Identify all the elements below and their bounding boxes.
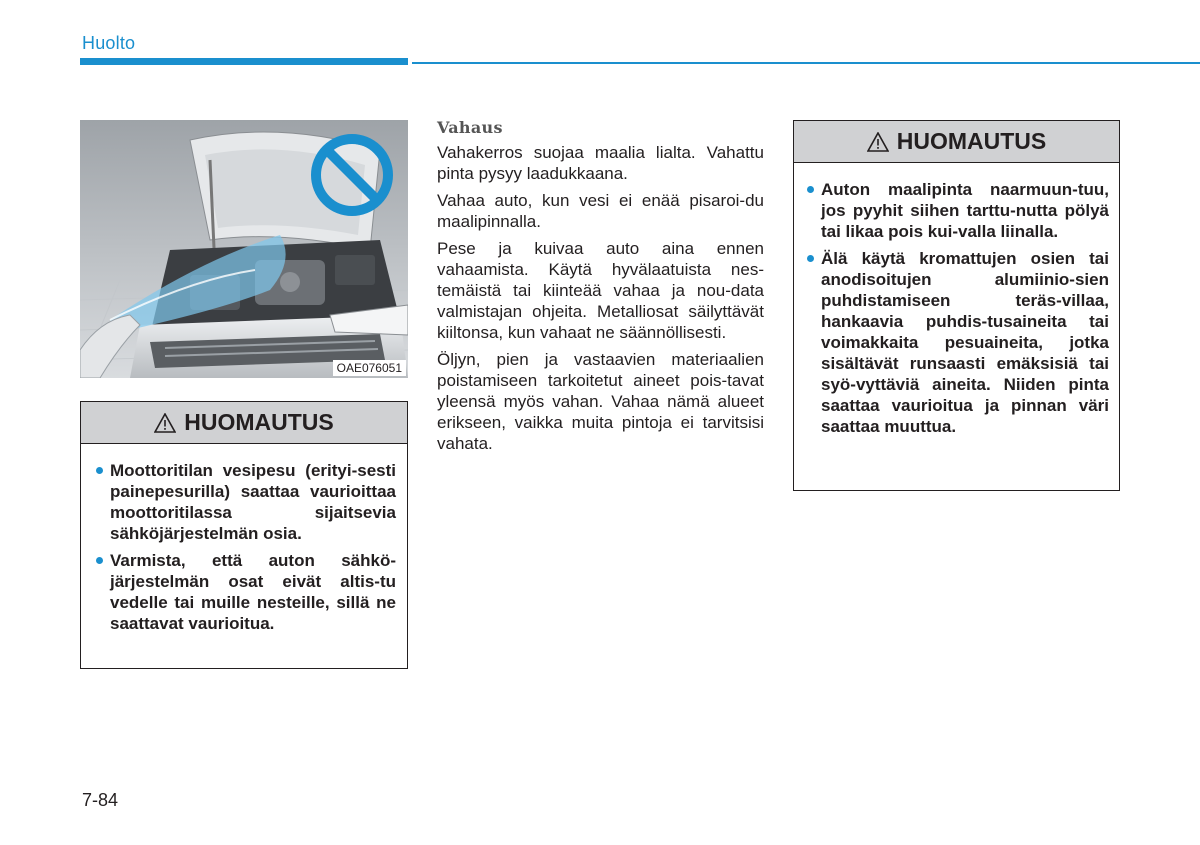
bullet-icon — [807, 186, 814, 193]
wax-heading: Vahaus — [437, 118, 503, 137]
notice-header — [81, 402, 407, 444]
notice-item: Älä käytä kromattujen osien tai anodisoitujen alumiinio-sien puhdistamiseen teräs-villaa, hankaavia puhdis-tusaineita tai voimakkaita pesuaineita, jotka sisältävät runsaasti emäksisiä tai syö-vyttäviä aineita. Niiden pinta saattaa vaurioitua ja pinnan väri saattaa muuttua. — [807, 248, 1109, 437]
wax-section — [437, 117, 764, 460]
notice-item: Varmista, että auton sähkö-järjestelmän osat eivät altis-tu vedelle tai muille nesteille, sillä ne saattavat vaurioitua. — [96, 550, 396, 634]
notice-box-engine-wash — [80, 401, 408, 669]
engine-wash-illustration — [80, 120, 408, 378]
bullet-icon — [96, 467, 103, 474]
page-number: 7-84 — [82, 790, 119, 810]
notice-item: Auton maalipinta naarmuun-tuu, jos pyyhit siihen tarttu-nutta pölyä tai likaa pois kui-valla liinalla. — [807, 179, 1109, 242]
notice-item: Moottoritilan vesipesu (erityi-sesti painepesurilla) saattaa vaurioittaa moottoritilassa sijaitsevia sähköjärjestelmän osia. — [96, 460, 396, 544]
warning-triangle-icon — [154, 413, 176, 433]
warning-triangle-icon — [867, 132, 889, 152]
header-rule-thick — [80, 58, 408, 65]
bullet-icon — [807, 255, 814, 262]
notice-title: HUOMAUTUS — [896, 128, 1047, 154]
wax-paragraph: Pese ja kuivaa auto aina ennen vahaamista. Käytä hyvälaatuista nes-temäistä tai kiinteää vahaa ja nou-data valmistajan ohjeita. Metalliosat säilyttävät kiiltonsa, kun vahaat ne säännöllisesti. — [437, 239, 764, 342]
header-rule-thin — [412, 62, 1200, 64]
section-title: Huolto — [82, 33, 136, 53]
engine-wash-drawing — [80, 120, 408, 378]
figure-code: OAE076051 — [333, 360, 406, 376]
notice-header — [794, 121, 1119, 163]
wax-paragraph: Vahaa auto, kun vesi ei enää pisaroi-du maalipinnalla. — [437, 191, 764, 231]
wax-paragraph: Vahakerros suojaa maalia lialta. Vahattu pinta pysyy laadukkaana. — [437, 143, 764, 183]
bullet-icon — [96, 557, 103, 564]
notice-box-paint-care — [793, 120, 1120, 491]
notice-title: HUOMAUTUS — [184, 409, 334, 435]
wax-paragraph: Öljyn, pien ja vastaavien materiaalien poistamiseen tarkoitetut aineet pois-tavat yleensä myös vahan. Vahaa nämä alueet erikseen, vaikka muita pintoja ei tarvitsisi vahata. — [437, 350, 764, 453]
